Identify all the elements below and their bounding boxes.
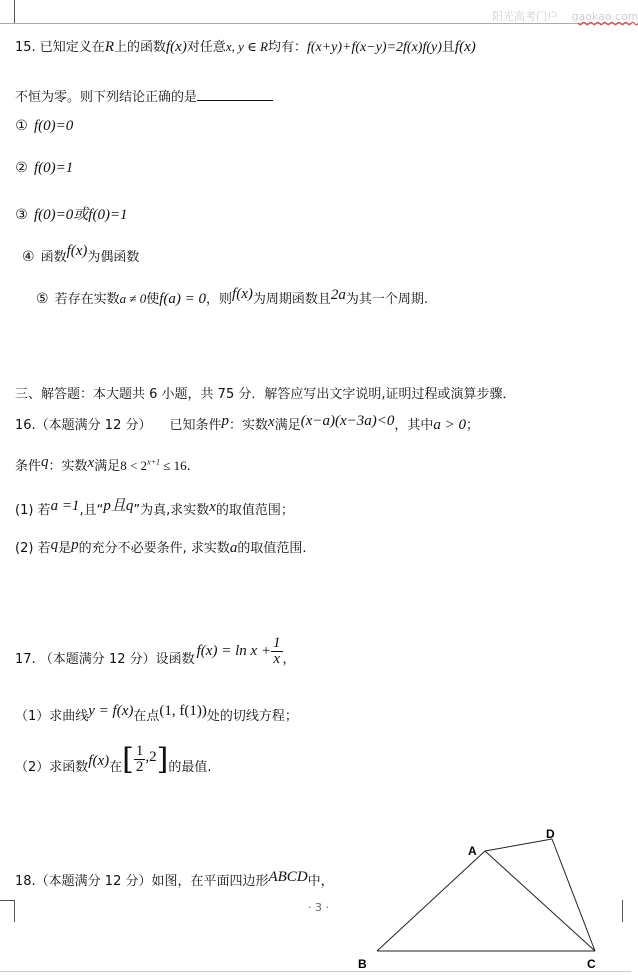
option-marker: ② (15, 160, 28, 176)
q15-option-1 (15, 118, 73, 135)
q16-part2 (15, 537, 306, 557)
option-text: f(0)=0或f(0)=1 (34, 207, 128, 223)
q17-text: 在 (109, 760, 123, 775)
q16-text: 已知条件 (169, 418, 222, 433)
interval-left-bracket: [ (122, 741, 134, 777)
option-fx: f(x) (66, 243, 88, 259)
option-text: 为其一个周期. (345, 292, 429, 307)
q15-line2 (15, 86, 273, 105)
q16-q: q (41, 454, 49, 470)
q16-text: ； (466, 418, 480, 433)
quadrilateral-figure (350, 820, 620, 972)
crop-mark-bottom-right (622, 900, 623, 922)
q16-q-inequality: 8 < 2 (120, 458, 148, 473)
q18-abcd: ABCD (268, 869, 308, 885)
option-marker: ⑤ (36, 291, 49, 307)
edge-DC (552, 839, 595, 951)
option-text: ，则 (206, 292, 233, 307)
q17-text: 在点 (133, 709, 160, 724)
q16-a: a (229, 540, 238, 556)
answer-blank[interactable] (197, 88, 273, 101)
vertex-A: A (468, 844, 477, 858)
q15-option-2 (15, 160, 73, 177)
option-eq: f(a) = 0 (159, 291, 207, 307)
q16-p-and-q: p且q (103, 498, 134, 514)
q16-text: 的取值范围； (215, 503, 294, 518)
option-text: 为周期函数且 (252, 292, 331, 307)
q15-R: R (104, 39, 114, 55)
q15-equation: f(x+y)+f(x−y)=2f(x)f(y) (306, 40, 442, 55)
q18-head: 18.（本题满分 12 分）如图，在平面四边形 (15, 874, 269, 889)
q18-line1 (15, 870, 334, 890)
crop-mark-top-left (14, 0, 15, 23)
q17-line1 (15, 636, 296, 667)
interval-right-bracket: ] (156, 741, 169, 777)
q17-point: (1, f(1)) (159, 703, 207, 719)
q16-q: q (50, 537, 59, 553)
edge-AC (485, 851, 595, 951)
q15-xy: x, y ∈ R (225, 39, 268, 54)
q16-text: 的充分不必要条件, 求实数 (78, 541, 230, 556)
option-marker: ① (15, 118, 28, 134)
q16-text: 满足 (274, 418, 301, 433)
q15-text: 均有： (267, 40, 307, 55)
option-text: 若存在实数 (54, 292, 120, 307)
q16-x: x (268, 414, 275, 430)
q16-exponent: x+1 (147, 457, 161, 467)
q16-line1 (15, 414, 479, 434)
q15-option-5 (36, 288, 428, 308)
q16-line2 (15, 455, 191, 475)
q17-function: f(x) = ln x + (196, 643, 272, 659)
option-marker: ④ (22, 249, 35, 265)
q15-fx2: f(x) (454, 39, 476, 55)
q16-inequality: (x−a)(x−3a)<0 (300, 413, 395, 429)
q17-text: 的最值. (168, 760, 212, 775)
q17-curve: y = f(x) (88, 703, 134, 719)
q15-text: 对任意 (186, 40, 226, 55)
interval-upper: ,2 (145, 749, 157, 765)
q17-fraction (271, 636, 283, 667)
q16-text: ：实数 (229, 418, 269, 433)
option-fx: f(x) (232, 286, 253, 302)
watermark-text: 阳光高考门户 (492, 10, 558, 23)
q17-head: 17. （本题满分 12 分）设函数 (15, 652, 195, 667)
q17-text: （1）求曲线 (15, 709, 89, 724)
edge-AD (485, 839, 552, 851)
q16-text: (1) 若 (15, 503, 51, 518)
q16-x: x (209, 499, 216, 515)
q16-text: ：实数 (48, 459, 88, 474)
q15-text: 15. 已知定义在 (15, 40, 105, 55)
q15-line1 (15, 36, 476, 56)
q17-text: 处的切线方程； (206, 709, 298, 724)
q17-part1 (15, 705, 298, 725)
q16-text: 是 (58, 541, 72, 556)
option-text: 函数 (40, 250, 67, 265)
q16-p: p (221, 413, 229, 429)
q16-text: ”为真,求实数 (133, 503, 210, 518)
q15-option-3 (15, 203, 128, 224)
fraction-numerator: 1 (135, 743, 144, 759)
q16-text: . (186, 459, 191, 474)
q16-text: (2) 若 (15, 541, 51, 556)
q16-q-inequality-end: ≤ 16 (160, 458, 187, 473)
q17-part2 (15, 741, 212, 777)
q15-text: 上的函数 (113, 40, 166, 55)
page-number: · 3 · (308, 901, 329, 914)
vertex-D: D (546, 827, 555, 841)
q16-text: 满足 (94, 459, 121, 474)
vertex-B: B (358, 957, 367, 971)
q17-text: ， (282, 652, 296, 667)
fraction-denominator: 2 (135, 759, 144, 775)
q17-fx: f(x) (88, 753, 110, 769)
q16-cond: a =1 (50, 498, 80, 514)
q16-p: p (71, 537, 79, 553)
option-marker: ③ (15, 207, 28, 223)
option-text: 为偶函数 (87, 250, 140, 265)
crop-mark-bottom-left (14, 900, 15, 922)
q16-text: ,且“ (79, 503, 104, 518)
q16-text: ，其中 (394, 418, 434, 433)
option-2a: 2a (330, 287, 346, 303)
vertex-C: C (587, 957, 596, 971)
option-text: f(0)=1 (34, 160, 74, 176)
fraction-numerator: 1 (273, 635, 281, 651)
edge-AB (377, 851, 485, 951)
q18-text: 中， (307, 874, 334, 889)
option-text: 使 (146, 292, 160, 307)
fraction-denominator: x (273, 651, 281, 667)
crop-mark-bottom-left-h (0, 900, 15, 901)
section-3-heading: 三、解答题：本大题共 6 小题，共 75 分．解答应写出文字说明,证明过程或演算步骤． (15, 387, 516, 402)
q16-x: x (87, 455, 95, 471)
q17-text: （2）求函数 (15, 760, 89, 775)
watermark (492, 8, 638, 24)
q16-text: 条件 (15, 459, 42, 474)
q16-head: 16.（本题满分 12 分） (15, 418, 152, 433)
interval-fraction (134, 744, 146, 775)
option-cond: a ≠ 0 (119, 291, 147, 306)
q16-text: 的取值范围. (237, 541, 307, 556)
q15-option-4 (22, 243, 140, 266)
option-text: f(0)=0 (34, 118, 74, 134)
q15-fx: f(x) (166, 39, 187, 55)
watermark-url: gaokao.com (571, 10, 638, 23)
q15-prompt: 不恒为零。则下列结论正确的是 (15, 90, 198, 105)
q16-part1 (15, 498, 294, 519)
q16-a-positive: a > 0 (433, 417, 467, 433)
q15-text: 且 (441, 40, 455, 55)
